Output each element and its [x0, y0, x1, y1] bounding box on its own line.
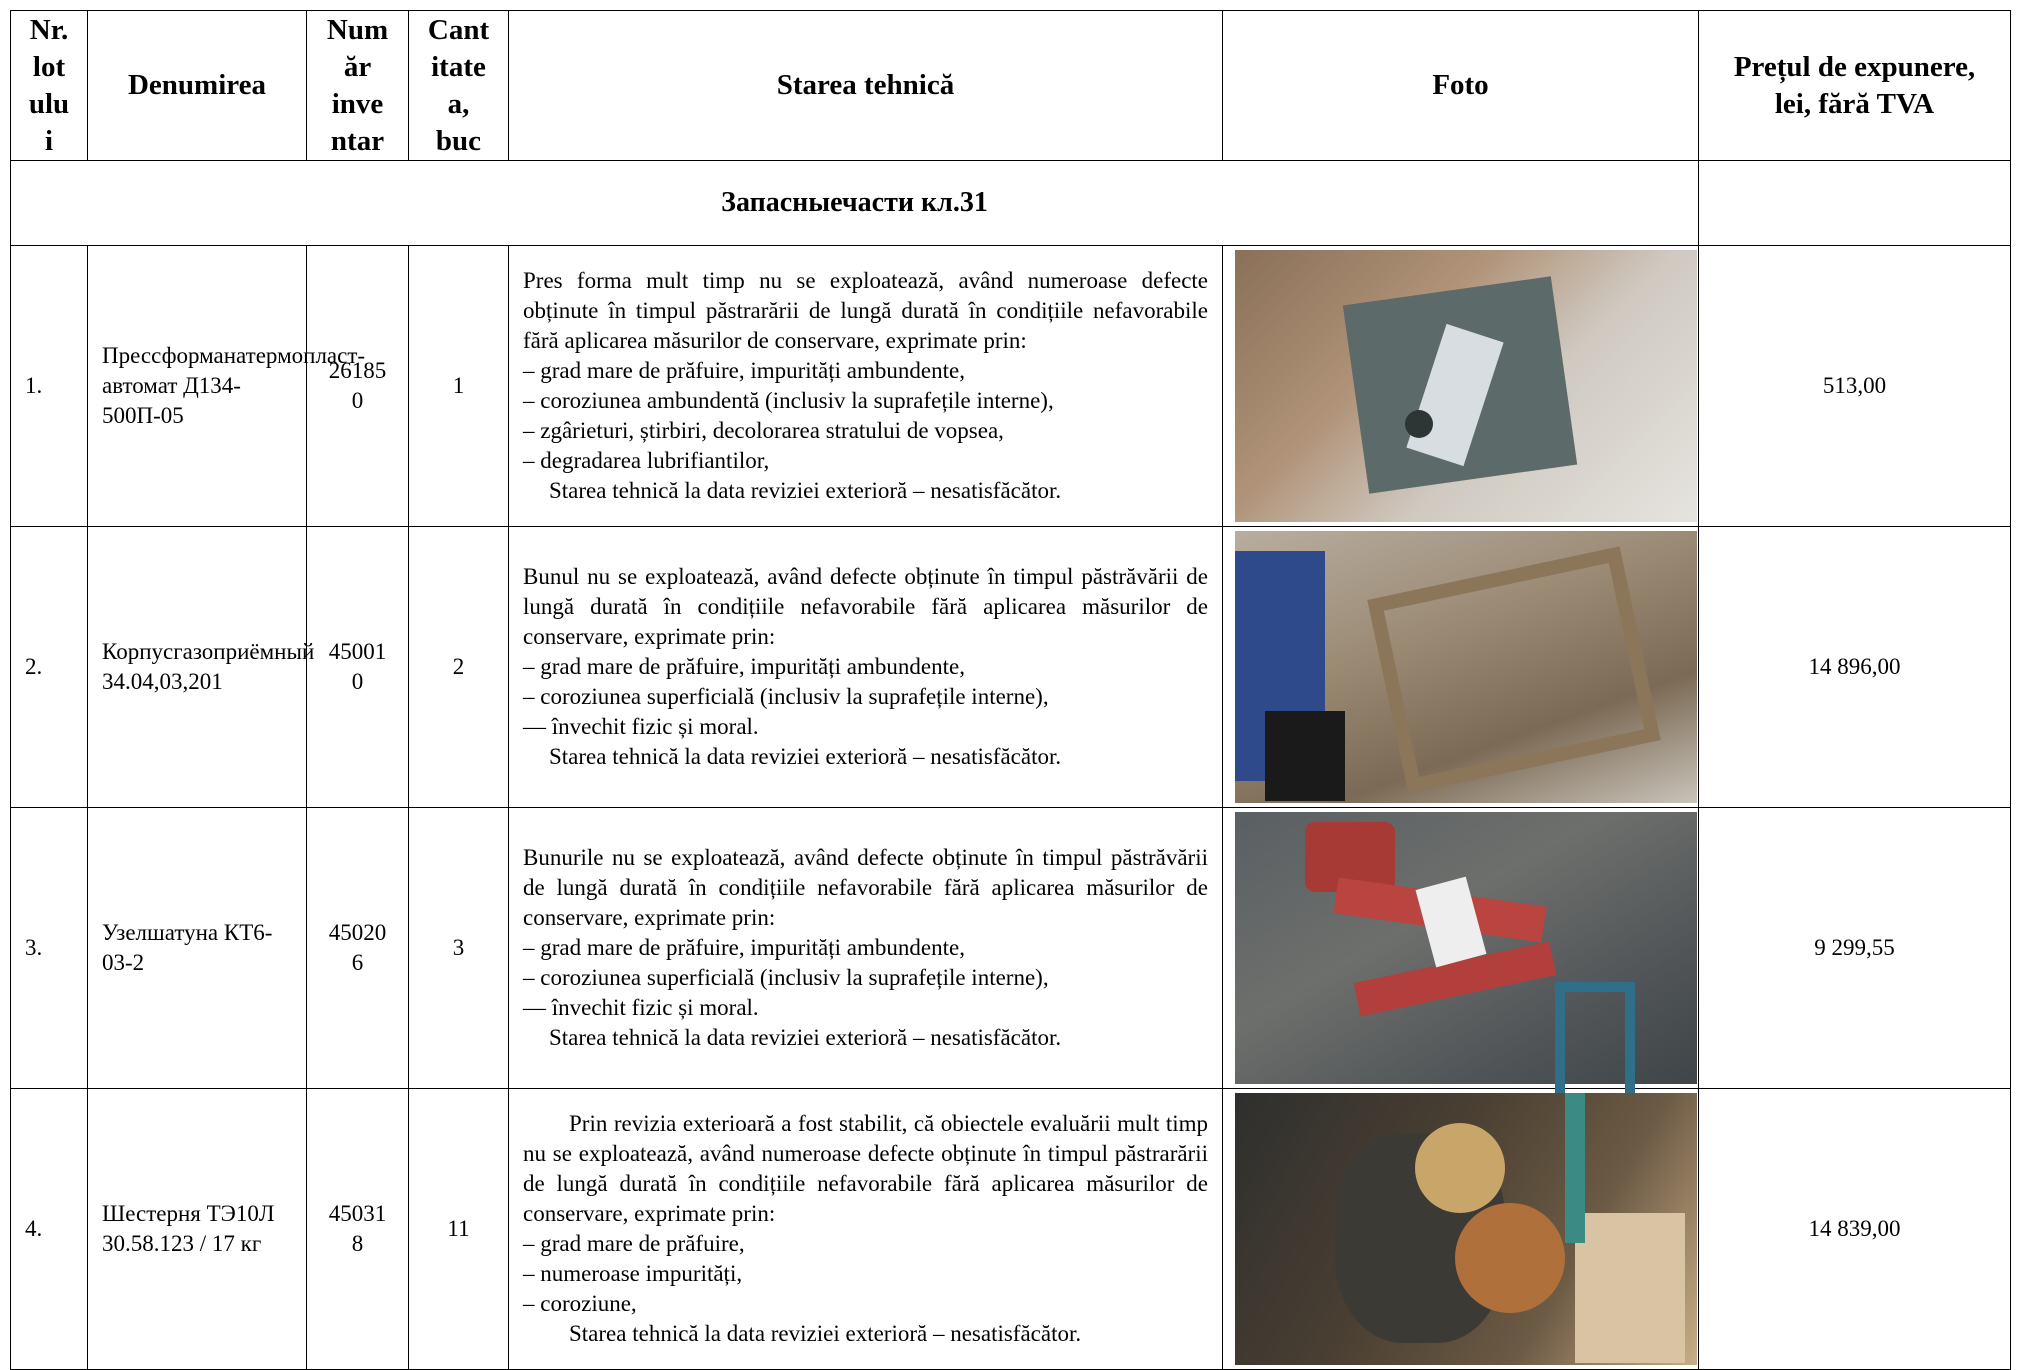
section-price-cell — [1699, 161, 2011, 246]
lot-number: 3. — [11, 808, 88, 1089]
inventory-number — [307, 527, 409, 808]
inventory-part: 45020 — [328, 920, 387, 945]
header-name: Denumirea — [88, 11, 307, 161]
item-name: Шестерня ТЭ10Л 30.58.123 / 17 кг — [88, 1089, 307, 1370]
photo-cell — [1223, 246, 1699, 527]
header-qty-line: Cant — [427, 13, 490, 46]
header-price-line: Prețul de expunere, — [1733, 50, 1976, 83]
inventory-part: 6 — [351, 950, 364, 975]
lot-number: 4. — [11, 1089, 88, 1370]
technical-state — [509, 808, 1223, 1089]
desc-line: – coroziunea superficială (inclusiv la suprafețile interne), — [523, 965, 1049, 990]
section-row — [11, 161, 2011, 246]
header-nr-line: lot — [32, 50, 66, 83]
technical-state — [509, 1089, 1223, 1370]
price: 9 299,55 — [1699, 808, 2011, 1089]
press-mold-photo — [1235, 250, 1697, 522]
header-inv-line: ăr — [343, 50, 372, 83]
table-row — [11, 246, 2011, 527]
lot-number: 1. — [11, 246, 88, 527]
desc-line: Starea tehnică la data reviziei exterioră – nesatisfăcător. — [549, 744, 1062, 769]
inventory-part: 0 — [351, 388, 364, 413]
header-qty — [409, 11, 509, 161]
quantity: 11 — [409, 1089, 509, 1370]
desc-line: – zgârieturi, știrbiri, decolorarea stratului de vopsea, — [523, 418, 1004, 443]
lots-table — [10, 10, 2011, 1370]
header-inv — [307, 11, 409, 161]
photo-cell — [1223, 527, 1699, 808]
table-row — [11, 808, 2011, 1089]
header-state: Starea tehnică — [509, 11, 1223, 161]
table-row — [11, 527, 2011, 808]
quantity: 2 — [409, 527, 509, 808]
desc-line: – coroziunea superficială (inclusiv la suprafețile interne), — [523, 684, 1049, 709]
inventory-number — [307, 1089, 409, 1370]
item-name: Прессформанатермопласт-автомат Д134-500П-05 — [88, 246, 307, 527]
desc-line: Starea tehnică la data reviziei exterioră – nesatisfăcător. — [549, 478, 1062, 503]
header-inv-line: Num — [326, 13, 389, 46]
inventory-part: 45031 — [328, 1201, 387, 1226]
quantity: 1 — [409, 246, 509, 527]
price: 14 896,00 — [1699, 527, 2011, 808]
inventory-number — [307, 808, 409, 1089]
technical-state — [509, 246, 1223, 527]
header-price-line: lei, fără TVA — [1774, 87, 1935, 120]
price: 513,00 — [1699, 246, 2011, 527]
inventory-part: 26185 — [328, 358, 387, 383]
desc-line: – numeroase impurități, — [523, 1261, 743, 1286]
photo-cell — [1223, 1089, 1699, 1370]
desc-line: Bunul nu se exploatează, având defecte obținute în timpul păstrăvării de lungă durată în condițiile nefavorabile fără aplicarea măsurilor de conservare, exprimate prin: — [523, 564, 1208, 649]
header-price — [1699, 11, 2011, 161]
technical-state — [509, 527, 1223, 808]
desc-line: Pres forma mult timp nu se exploatează, având numeroase defecte obținute în timpul păstrarării de lungă durată în condițiile nefavorabile fără aplicarea măsurilor de conservare, exprimate prin: — [523, 268, 1208, 353]
table-row — [11, 1089, 2011, 1370]
desc-line: – grad mare de prăfuire, impurități ambundente, — [523, 654, 965, 679]
desc-line: – degradarea lubrifiantilor, — [523, 448, 770, 473]
header-qty-line: buc — [435, 124, 482, 157]
item-name: Корпусгазоприёмный 34.04,03,201 — [88, 527, 307, 808]
header-nr-line: ulu — [28, 87, 70, 120]
desc-line: – grad mare de prăfuire, impurități ambundente, — [523, 935, 965, 960]
header-row — [11, 11, 2011, 161]
header-qty-line: a, — [447, 87, 470, 120]
inventory-part: 8 — [351, 1231, 364, 1256]
section-title: Запасныечасти кл.31 — [11, 161, 1699, 246]
header-foto: Foto — [1223, 11, 1699, 161]
header-nr-line: Nr. — [29, 13, 69, 46]
header-inv-line: ntar — [330, 124, 385, 157]
quantity: 3 — [409, 808, 509, 1089]
desc-line: — învechit fizic și moral. — [523, 995, 759, 1020]
inventory-part: 45001 — [328, 639, 387, 664]
header-nr — [11, 11, 88, 161]
lot-number: 2. — [11, 527, 88, 808]
desc-line: — învechit fizic și moral. — [523, 714, 759, 739]
desc-line: – grad mare de prăfuire, — [523, 1231, 745, 1256]
desc-line: Prin revizia exterioară a fost stabilit, că obiectele evaluării mult timp nu se exploatează, având numeroase defecte obținute în timpul păstrarării de lungă durată în condițiile nefavorabile fără aplicarea măsurilor de conservare, exprimate prin: — [523, 1111, 1208, 1226]
header-inv-line: inve — [331, 87, 384, 120]
photo-cell — [1223, 808, 1699, 1089]
desc-line: Starea tehnică la data reviziei exterioră – nesatisfăcător. — [569, 1321, 1082, 1346]
item-name: Узелшатуна КТ6-03-2 — [88, 808, 307, 1089]
connecting-rod-photo — [1235, 812, 1697, 1084]
header-qty-line: itate — [431, 50, 486, 83]
gears-photo — [1235, 1093, 1697, 1365]
desc-line: Bunurile nu se exploatează, având defecte obținute în timpul păstrăvării de lungă durată în condițiile nefavorabile fără aplicarea măsurilor de conservare, exprimate prin: — [523, 845, 1208, 930]
inventory-number — [307, 246, 409, 527]
desc-line: – grad mare de prăfuire, impurități ambundente, — [523, 358, 965, 383]
desc-line: – coroziunea ambundentă (inclusiv la suprafețile interne), — [523, 388, 1054, 413]
price: 14 839,00 — [1699, 1089, 2011, 1370]
desc-line: – coroziune, — [523, 1291, 637, 1316]
desc-line: Starea tehnică la data reviziei exterioră – nesatisfăcător. — [549, 1025, 1062, 1050]
gas-housing-photo — [1235, 531, 1697, 803]
header-nr-line: i — [44, 124, 54, 157]
inventory-part: 0 — [351, 669, 364, 694]
